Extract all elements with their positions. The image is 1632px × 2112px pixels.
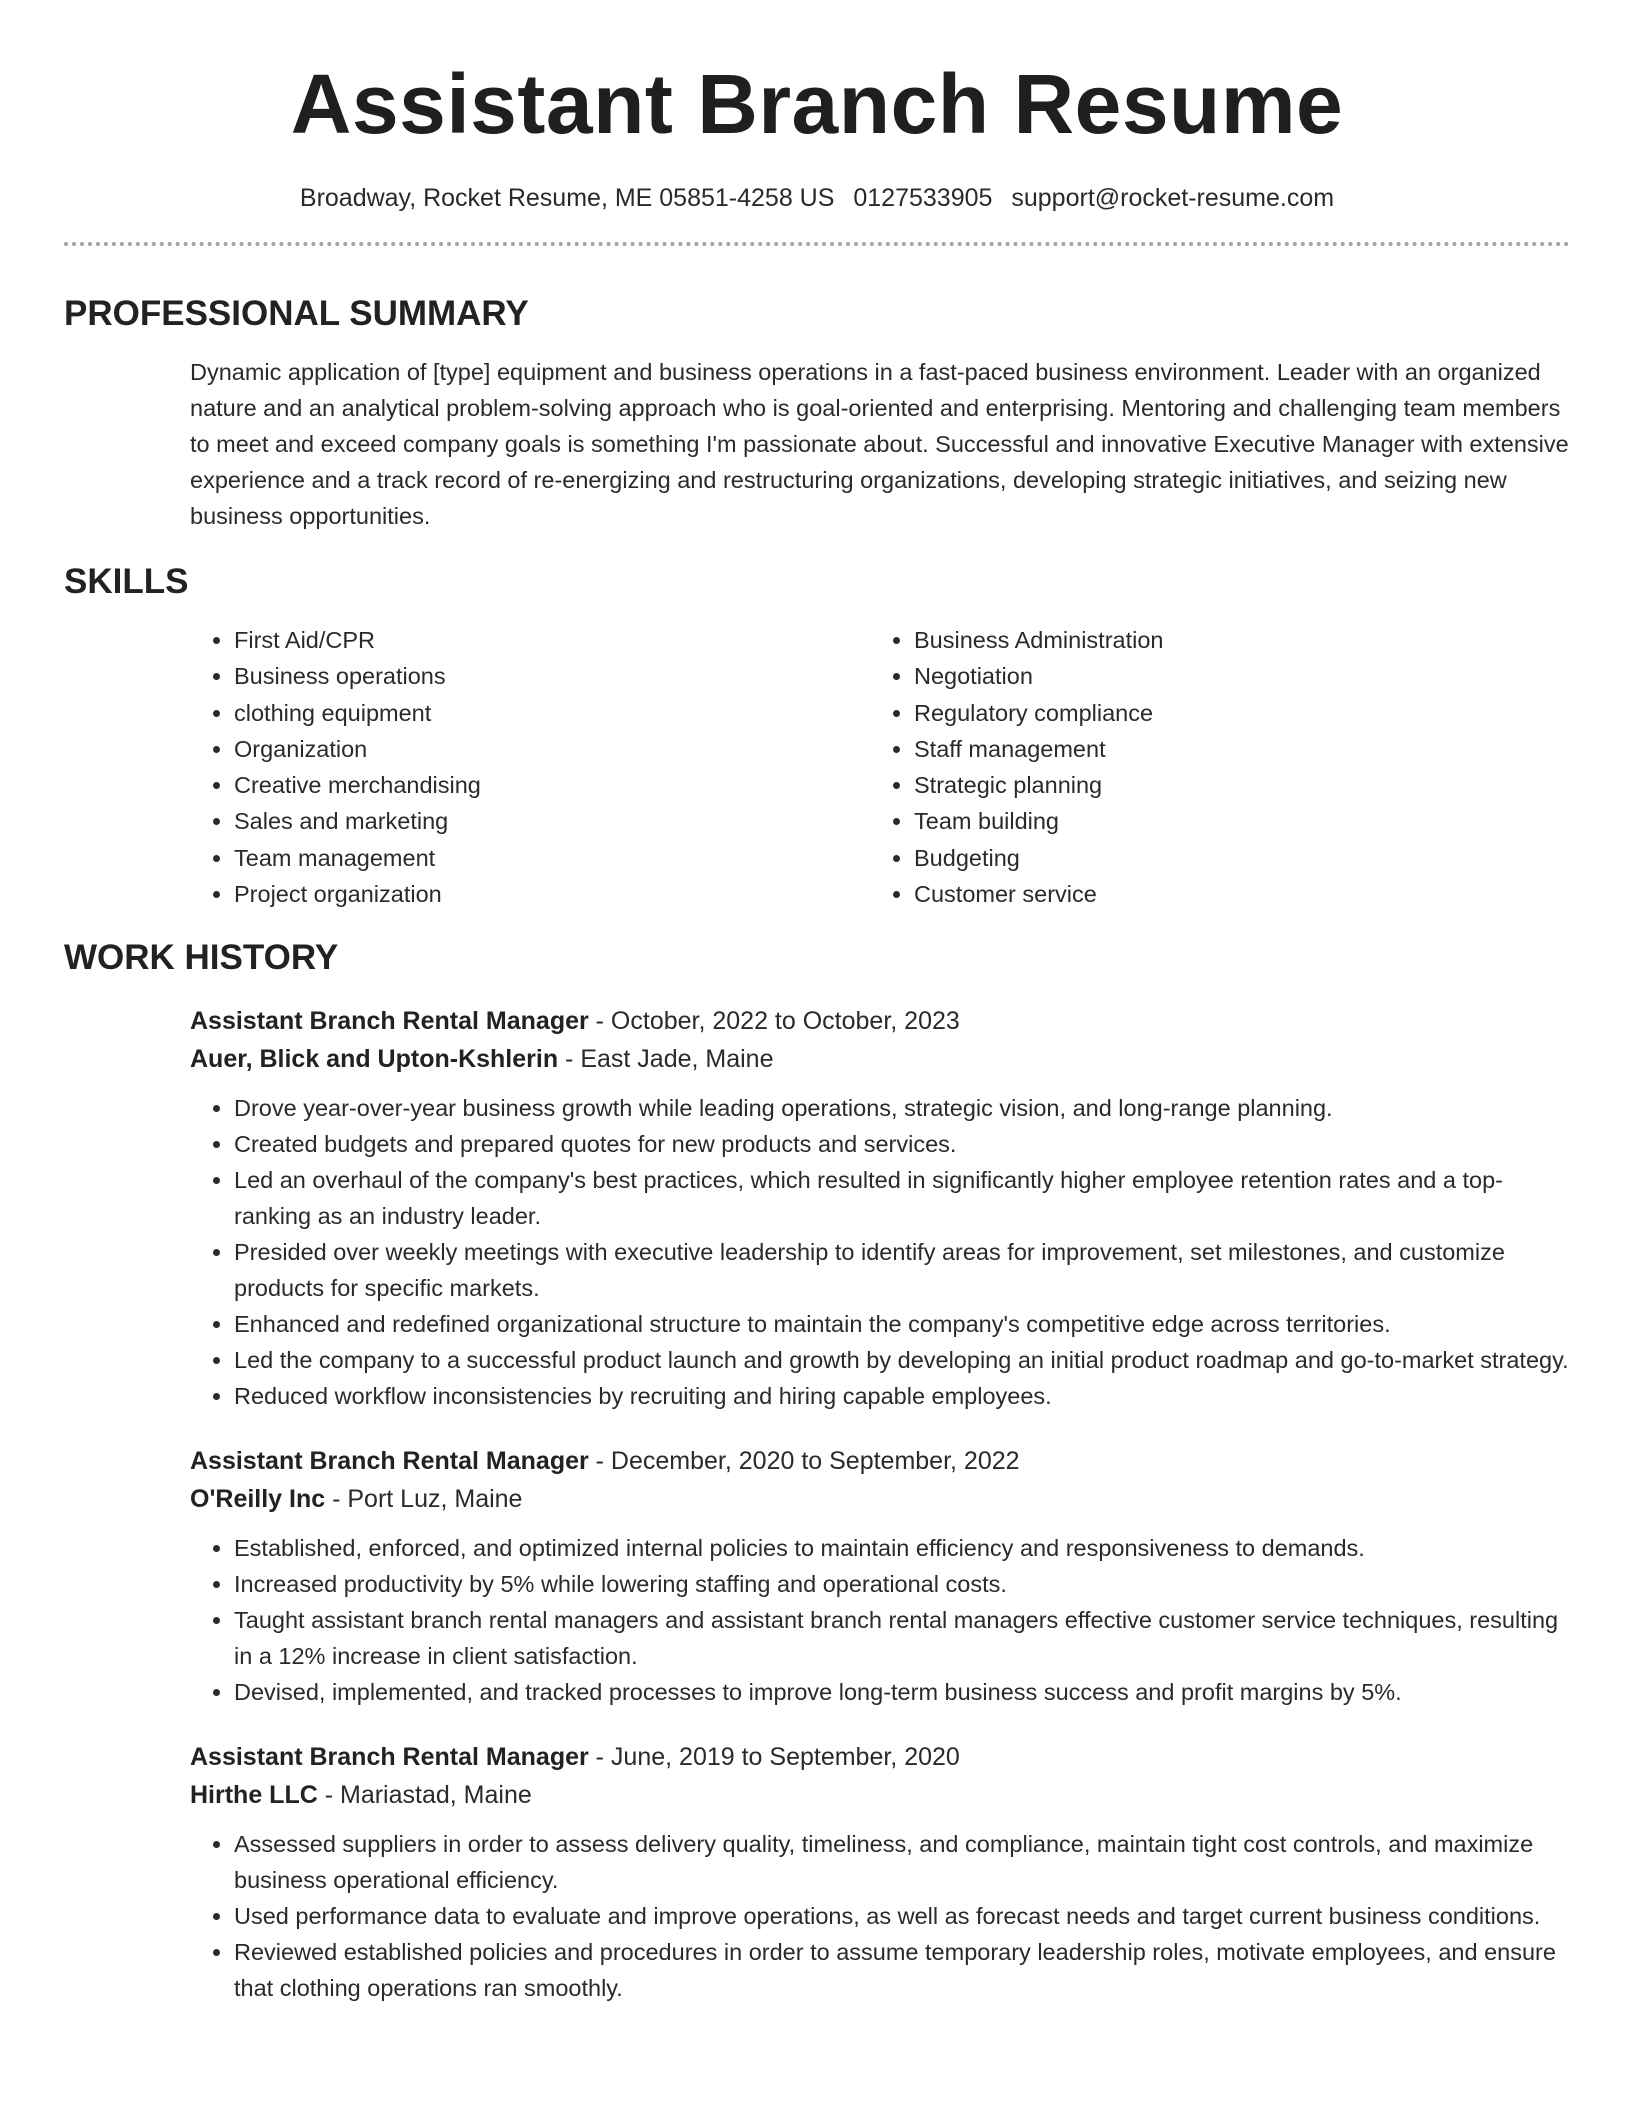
job-bullet: • Enhanced and redefined organizational structure to maintain the company's competitive edge across territories. xyxy=(234,1306,1570,1342)
job-bullets xyxy=(190,1090,1570,1414)
job-company: O'Reilly Inc xyxy=(190,1485,326,1514)
job-bullets xyxy=(190,1826,1570,2006)
job-dates: - October, 2022 to October, 2023 xyxy=(588,1007,960,1036)
skill-item: • Project organization xyxy=(234,876,870,912)
job-bullet: • Established, enforced, and optimized internal policies to maintain efficiency and responsiveness to demands. xyxy=(234,1530,1570,1566)
skills-column-left xyxy=(190,622,870,912)
contact-email: support@rocket-resume.com xyxy=(1011,184,1335,212)
job-bullet: • Used performance data to evaluate and improve operations, as well as forecast needs and target current business conditions. xyxy=(234,1898,1570,1934)
skill-item: • Creative merchandising xyxy=(234,767,870,803)
job-location: - Mariastad, Maine xyxy=(317,1781,532,1810)
job-title-line xyxy=(190,1442,1570,1480)
header-divider xyxy=(64,242,1570,246)
job-bullet: • Taught assistant branch rental managers and assistant branch rental managers effective customer service techniques, resulting in a 12% increase in client satisfaction. xyxy=(234,1602,1570,1674)
resume-name: Assistant Branch Resume xyxy=(290,57,1344,151)
skill-item: • Business operations xyxy=(234,658,870,694)
job-company-line xyxy=(190,1480,1570,1518)
skills-list xyxy=(190,622,1570,912)
section-title-summary: PROFESSIONAL SUMMARY xyxy=(64,294,529,333)
skill-item: • Budgeting xyxy=(914,840,1550,876)
job-location: - East Jade, Maine xyxy=(558,1045,774,1074)
job-entry xyxy=(190,1442,1570,1710)
skill-item: • First Aid/CPR xyxy=(234,622,870,658)
skill-item: • Regulatory compliance xyxy=(914,695,1550,731)
skill-item: • Sales and marketing xyxy=(234,803,870,839)
job-bullet: • Assessed suppliers in order to assess delivery quality, timeliness, and compliance, maintain tight cost controls, and maximize business operational efficiency. xyxy=(234,1826,1570,1898)
job-bullet: • Reviewed established policies and procedures in order to assume temporary leadership roles, motivate employees, and ensure that clothing operations ran smoothly. xyxy=(234,1934,1570,2006)
job-company: Auer, Blick and Upton-Kshlerin xyxy=(190,1045,559,1074)
section-title-work-history: WORK HISTORY xyxy=(64,938,339,978)
job-entry xyxy=(190,1738,1570,2006)
job-company: Hirthe LLC xyxy=(190,1781,318,1810)
job-bullet: • Led an overhaul of the company's best practices, which resulted in significantly higher employee retention rates and a top-ranking as an industry leader. xyxy=(234,1162,1570,1234)
contact-address: Broadway, Rocket Resume, ME 05851-4258 US xyxy=(299,184,835,212)
contact-phone: 0127533905 xyxy=(853,184,993,212)
skill-item: • Staff management xyxy=(914,731,1550,767)
skills-column-right xyxy=(870,622,1550,912)
section-title-skills: SKILLS xyxy=(64,562,189,601)
job-title: Assistant Branch Rental Manager xyxy=(190,1743,589,1772)
job-location: - Port Luz, Maine xyxy=(325,1485,523,1514)
job-dates: - June, 2019 to September, 2020 xyxy=(588,1743,960,1772)
job-bullet: • Presided over weekly meetings with executive leadership to identify areas for improvement, set milestones, and customize products for specific markets. xyxy=(234,1234,1570,1306)
skill-item: • Team management xyxy=(234,840,870,876)
job-bullet: • Created budgets and prepared quotes for new products and services. xyxy=(234,1126,1570,1162)
skill-item: • Customer service xyxy=(914,876,1550,912)
job-title: Assistant Branch Rental Manager xyxy=(190,1447,589,1476)
job-bullet: • Drove year-over-year business growth while leading operations, strategic vision, and long-range planning. xyxy=(234,1090,1570,1126)
job-bullet: • Led the company to a successful product launch and growth by developing an initial product roadmap and go-to-market strategy. xyxy=(234,1342,1570,1378)
skill-item: • Business Administration xyxy=(914,622,1550,658)
job-title: Assistant Branch Rental Manager xyxy=(190,1007,589,1036)
contact-line xyxy=(64,182,1570,214)
job-bullets xyxy=(190,1530,1570,1710)
job-bullet: • Reduced workflow inconsistencies by recruiting and hiring capable employees. xyxy=(234,1378,1570,1414)
skill-item: • Organization xyxy=(234,731,870,767)
skill-item: • clothing equipment xyxy=(234,695,870,731)
job-title-line xyxy=(190,1002,1570,1040)
job-company-line xyxy=(190,1040,1570,1078)
skill-item: • Team building xyxy=(914,803,1550,839)
job-bullet: • Increased productivity by 5% while lowering staffing and operational costs. xyxy=(234,1566,1570,1602)
skill-item: • Negotiation xyxy=(914,658,1550,694)
job-bullet: • Devised, implemented, and tracked processes to improve long-term business success and profit margins by 5%. xyxy=(234,1674,1570,1710)
job-company-line xyxy=(190,1776,1570,1814)
job-entry xyxy=(190,1002,1570,1414)
resume-page xyxy=(64,0,1570,2006)
summary-text: Dynamic application of [type] equipment and business operations in a fast-paced business environment. Leader with an organized nature and an analytical problem-solving approach who is goal-oriented and enterprising. Mentoring and challenging team members to meet and exceed company goals is something I'm passionate about. Successful and innovative Executive Manager with extensive experience and a track record of re-energizing and restructuring organizations, developing strategic initiatives, and seizing new business opportunities. xyxy=(190,359,1569,529)
job-title-line xyxy=(190,1738,1570,1776)
job-dates: - December, 2020 to September, 2022 xyxy=(588,1447,1020,1476)
skill-item: • Strategic planning xyxy=(914,767,1550,803)
